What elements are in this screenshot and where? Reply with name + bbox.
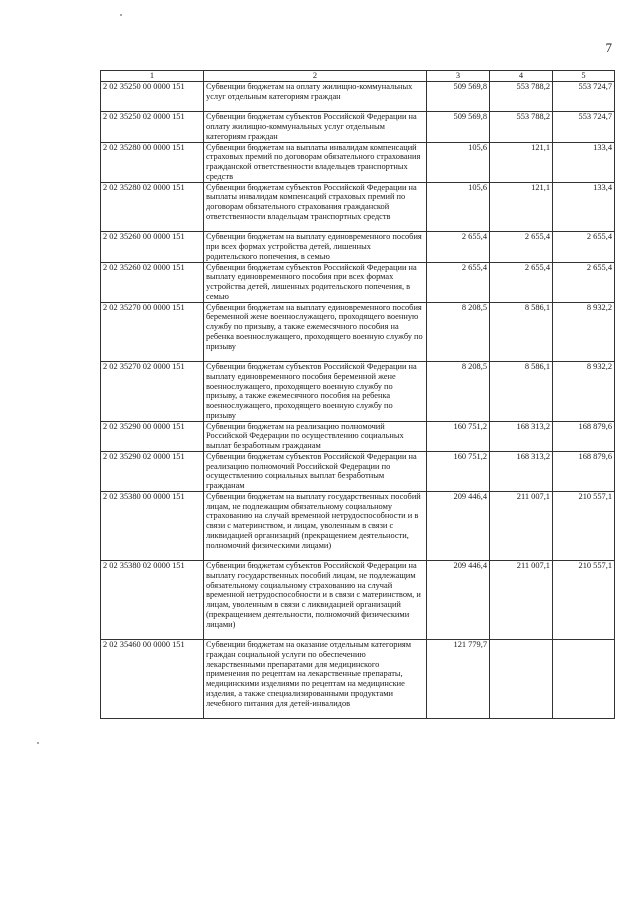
budget-code-cell: 2 02 35290 02 0000 151 bbox=[101, 451, 204, 491]
description-cell: Субвенции бюджетам на оказание отдельным категориям граждан социальной услуги по обеспечению лекарственными препаратами для медицинского применения по рецептам на лекарственные препараты, медицинскими изделиями по рецептам на медицинские изделия, а также специализированными продуктами лечебного питания для детей-инвалидов bbox=[204, 640, 427, 719]
budget-revenue-table bbox=[100, 70, 615, 719]
value-cell-col5: 210 557,1 bbox=[553, 561, 615, 640]
value-cell-col4: 553 788,2 bbox=[490, 112, 553, 142]
value-cell-col4: 2 655,4 bbox=[490, 262, 553, 302]
table-row bbox=[101, 262, 615, 302]
value-cell-col3: 160 751,2 bbox=[427, 421, 490, 451]
value-cell-col5: 133,4 bbox=[553, 142, 615, 182]
value-cell-col5: 2 655,4 bbox=[553, 232, 615, 262]
value-cell-col4: 211 007,1 bbox=[490, 561, 553, 640]
column-header-value-3: 5 bbox=[553, 71, 615, 82]
value-cell-col4: 121,1 bbox=[490, 142, 553, 182]
value-cell-col3: 121 779,7 bbox=[427, 640, 490, 719]
table-row bbox=[101, 112, 615, 142]
value-cell-col4: 8 586,1 bbox=[490, 362, 553, 422]
description-cell: Субвенции бюджетам субъектов Российской Федерации на выплату единовременного пособия при всех формах устройства детей, лишенных родительского попечения, в семью bbox=[204, 262, 427, 302]
value-cell-col3: 209 446,4 bbox=[427, 561, 490, 640]
value-cell-col5: 168 879,6 bbox=[553, 421, 615, 451]
value-cell-col3: 2 655,4 bbox=[427, 232, 490, 262]
value-cell-col3: 160 751,2 bbox=[427, 451, 490, 491]
table-body bbox=[101, 82, 615, 719]
description-cell: Субвенции бюджетам на реализацию полномочий Российской Федерации по осуществлению социальных выплат безработным гражданам bbox=[204, 421, 427, 451]
value-cell-col5: 8 932,2 bbox=[553, 302, 615, 362]
value-cell-col3: 509 569,8 bbox=[427, 82, 490, 112]
value-cell-col5: 133,4 bbox=[553, 182, 615, 232]
value-cell-col5: 553 724,7 bbox=[553, 112, 615, 142]
value-cell-col4: 121,1 bbox=[490, 182, 553, 232]
budget-code-cell: 2 02 35380 02 0000 151 bbox=[101, 561, 204, 640]
table-row bbox=[101, 640, 615, 719]
budget-code-cell: 2 02 35260 02 0000 151 bbox=[101, 262, 204, 302]
value-cell-col4 bbox=[490, 640, 553, 719]
value-cell-col3: 8 208,5 bbox=[427, 362, 490, 422]
table-row bbox=[101, 362, 615, 422]
description-cell: Субвенции бюджетам субъектов Российской Федерации на выплату единовременного пособия беременной жене военнослужащего, проходящего военную службу по призыву, а также ежемесячного пособия на ребенка военнослужащего, проходящего военную службу по призыву bbox=[204, 362, 427, 422]
table-row bbox=[101, 451, 615, 491]
value-cell-col3: 509 569,8 bbox=[427, 112, 490, 142]
value-cell-col4: 8 586,1 bbox=[490, 302, 553, 362]
value-cell-col5: 168 879,6 bbox=[553, 451, 615, 491]
budget-code-cell: 2 02 35270 02 0000 151 bbox=[101, 362, 204, 422]
value-cell-col5: 553 724,7 bbox=[553, 82, 615, 112]
description-cell: Субвенции бюджетам на оплату жилищно-коммунальных услуг отдельным категориям граждан bbox=[204, 82, 427, 112]
budget-code-cell: 2 02 35270 00 0000 151 bbox=[101, 302, 204, 362]
budget-code-cell: 2 02 35250 02 0000 151 bbox=[101, 112, 204, 142]
budget-code-cell: 2 02 35250 00 0000 151 bbox=[101, 82, 204, 112]
description-cell: Субвенции бюджетам субъектов Российской Федерации на оплату жилищно-коммунальных услуг отдельным категориям граждан bbox=[204, 112, 427, 142]
budget-code-cell: 2 02 35260 00 0000 151 bbox=[101, 232, 204, 262]
value-cell-col3: 105,6 bbox=[427, 182, 490, 232]
value-cell-col5: 210 557,1 bbox=[553, 491, 615, 560]
column-header-code: 1 bbox=[101, 71, 204, 82]
value-cell-col5: 8 932,2 bbox=[553, 362, 615, 422]
value-cell-col4: 168 313,2 bbox=[490, 421, 553, 451]
column-header-value-2: 4 bbox=[490, 71, 553, 82]
scan-speck bbox=[37, 742, 39, 744]
description-cell: Субвенции бюджетам субъектов Российской Федерации на реализацию полномочий Российской Федерации по осуществлению социальных выплат безработным гражданам bbox=[204, 451, 427, 491]
table-row bbox=[101, 491, 615, 560]
description-cell: Субвенции бюджетам субъектов Российской Федерации на выплату государственных пособий лицам, не подлежащим обязательному социальному страхованию на случай временной нетрудоспособности и в связи с материнством, и лицам, уволенным в связи с ликвидацией организаций (прекращением деятельности, полномочий физическими лицами) bbox=[204, 561, 427, 640]
value-cell-col3: 209 446,4 bbox=[427, 491, 490, 560]
budget-code-cell: 2 02 35290 00 0000 151 bbox=[101, 421, 204, 451]
value-cell-col3: 8 208,5 bbox=[427, 302, 490, 362]
description-cell: Субвенции бюджетам субъектов Российской Федерации на выплаты инвалидам компенсаций страховых премий по договорам обязательного страхования гражданской ответственности владельцам транспортных средств bbox=[204, 182, 427, 232]
table-row bbox=[101, 302, 615, 362]
value-cell-col3: 2 655,4 bbox=[427, 262, 490, 302]
budget-code-cell: 2 02 35380 00 0000 151 bbox=[101, 491, 204, 560]
table-row bbox=[101, 82, 615, 112]
column-header-description: 2 bbox=[204, 71, 427, 82]
value-cell-col4: 168 313,2 bbox=[490, 451, 553, 491]
table-row bbox=[101, 142, 615, 182]
table-row bbox=[101, 561, 615, 640]
column-header-value-1: 3 bbox=[427, 71, 490, 82]
table-header-row bbox=[101, 71, 615, 82]
table-row bbox=[101, 421, 615, 451]
budget-code-cell: 2 02 35460 00 0000 151 bbox=[101, 640, 204, 719]
value-cell-col4: 211 007,1 bbox=[490, 491, 553, 560]
description-cell: Субвенции бюджетам на выплату единовременного пособия при всех формах устройства детей, лишенных родительского попечения, в семью bbox=[204, 232, 427, 262]
value-cell-col4: 2 655,4 bbox=[490, 232, 553, 262]
description-cell: Субвенции бюджетам на выплату единовременного пособия беременной жене военнослужащего, проходящего военную службу по призыву, а также ежемесячного пособия на ребенка военнослужащего, проходящего военную службу по призыву bbox=[204, 302, 427, 362]
page-number: 7 bbox=[605, 40, 612, 55]
table-row bbox=[101, 182, 615, 232]
value-cell-col5 bbox=[553, 640, 615, 719]
description-cell: Субвенции бюджетам на выплаты инвалидам компенсаций страховых премий по договорам обязательного страхования гражданской ответственности владельцев транспортных средств bbox=[204, 142, 427, 182]
budget-code-cell: 2 02 35280 02 0000 151 bbox=[101, 182, 204, 232]
table-row bbox=[101, 232, 615, 262]
budget-code-cell: 2 02 35280 00 0000 151 bbox=[101, 142, 204, 182]
value-cell-col3: 105,6 bbox=[427, 142, 490, 182]
description-cell: Субвенции бюджетам на выплату государственных пособий лицам, не подлежащим обязательному социальному страхованию на случай временной нетрудоспособности и в связи с материнством, и лицам, уволенным в связи с ликвидацией организаций (прекращением деятельности, полномочий физическими лицами) bbox=[204, 491, 427, 560]
value-cell-col4: 553 788,2 bbox=[490, 82, 553, 112]
value-cell-col5: 2 655,4 bbox=[553, 262, 615, 302]
scan-speck bbox=[120, 14, 122, 16]
